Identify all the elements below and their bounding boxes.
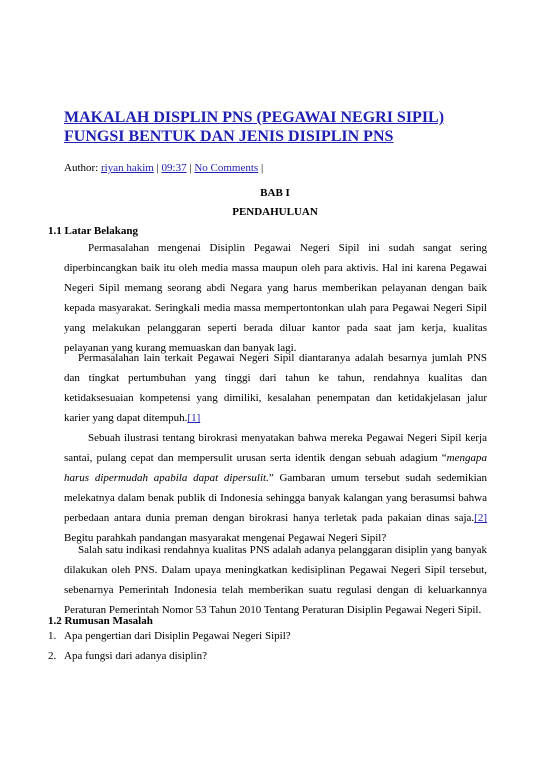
footnote-link-2[interactable]: [2]	[474, 512, 487, 524]
section-heading-latar-belakang: 1.1 Latar Belakang	[48, 225, 138, 237]
section-heading-rumusan-masalah: 1.2 Rumusan Masalah	[48, 615, 153, 627]
paragraph-2	[64, 348, 487, 428]
author-label: Author:	[64, 162, 99, 174]
paragraph-3	[64, 428, 487, 548]
comments-link[interactable]: No Comments	[194, 162, 259, 174]
post-meta	[64, 161, 263, 175]
article-title[interactable]	[64, 108, 504, 146]
chapter-name: PENDAHULUAN	[232, 206, 318, 218]
paragraph-3-text-a: Sebuah ilustrasi tentang birokrasi menyatakan bahwa mereka Pegawai Negeri Sipil kerja santai, pulang cepat dan mempersulit urusan serta identik dengan sebuah adagium “	[64, 432, 487, 464]
meta-separator: |	[153, 162, 162, 174]
paragraph-4: Salah satu indikasi rendahnya kualitas PNS adalah adanya pelanggaran disiplin yang banyak dilakukan oleh PNS. Dalam upaya meningkatkan kedisiplinan Pegawai Negeri Sipil tersebut, sebenarnya Pemerintah Indonesia telah memberikan suatu regulasi dengan di keluarkannya Peraturan Pemerintah Nomor 53 Tahun 2010 Tentang Peraturan Disiplin Pegawai Negeri Sipil.	[64, 544, 487, 616]
paragraph-3-text-c: Begitu parahkah pandangan masyarakat mengenai Pegawai Negeri Sipil?	[64, 532, 387, 544]
list-item-text: Apa fungsi dari adanya disiplin?	[64, 650, 207, 662]
list-item-number: 1.	[48, 630, 57, 642]
problem-list	[48, 626, 488, 666]
chapter-label: BAB I	[260, 187, 290, 199]
list-item-text: Apa pengertian dari Disiplin Pegawai Negeri Sipil?	[64, 630, 291, 642]
article-title-line-2[interactable]: FUNGSI BENTUK DAN JENIS DISIPLIN PNS	[64, 128, 394, 145]
paragraph-3-adage: mengapa harus dipermudah apabila dapat dipersulit.	[64, 452, 487, 484]
paragraph-2-text: Permasalahan lain terkait Pegawai Negeri Sipil diantaranya adalah besarnya jumlah PNS dan tingkat pertumbuhan yang tinggi dari tahun ke tahun, rendahnya kualitas dan ketidaksesuaian kompetensi yang dimiliki, kesalahan penempatan dan ketidakjelasan jalur karier yang dapat ditempuh.	[64, 352, 487, 424]
footnote-link-1[interactable]: [1]	[187, 412, 201, 424]
list-item	[48, 626, 488, 646]
list-item-number: 2.	[48, 650, 57, 662]
meta-separator: |	[258, 162, 264, 174]
time-link[interactable]: 09:37	[161, 162, 187, 174]
paragraph-3-text-b: ” Gambaran umum tersebut sudah sedemikian melekatnya dalam benak publik di Indonesia sehingga banyak kalangan yang berasumsi bahwa perbedaan antara dunia preman dengan birokrasi hanya terletak pada pakaian dinas saja.	[64, 472, 488, 524]
article-title-line-1[interactable]: MAKALAH DISPLIN PNS (PEGAWAI NEGRI SIPIL)	[64, 109, 445, 126]
meta-separator: |	[186, 162, 195, 174]
paragraph-1: Permasalahan mengenai Disiplin Pegawai Negeri Sipil ini sudah sangat sering diperbincangkan baik itu oleh media massa maupun oleh para aktivis. Hal ini karena Pegawai Negeri Sipil memang seorang abdi Negara yang harus memberikan pelayanan dengan baik kepada masyarakat. Seringkali media massa mempertontonkan ulah para Pegawai Negeri Sipil yang melakukan pelanggaran seperti berada diluar kantor pada saat jam kerja, kualitas pelayanan yang kurang memuaskan dan banyak lagi.	[64, 242, 487, 354]
author-link[interactable]: riyan hakim	[100, 162, 154, 174]
list-item	[48, 646, 488, 666]
